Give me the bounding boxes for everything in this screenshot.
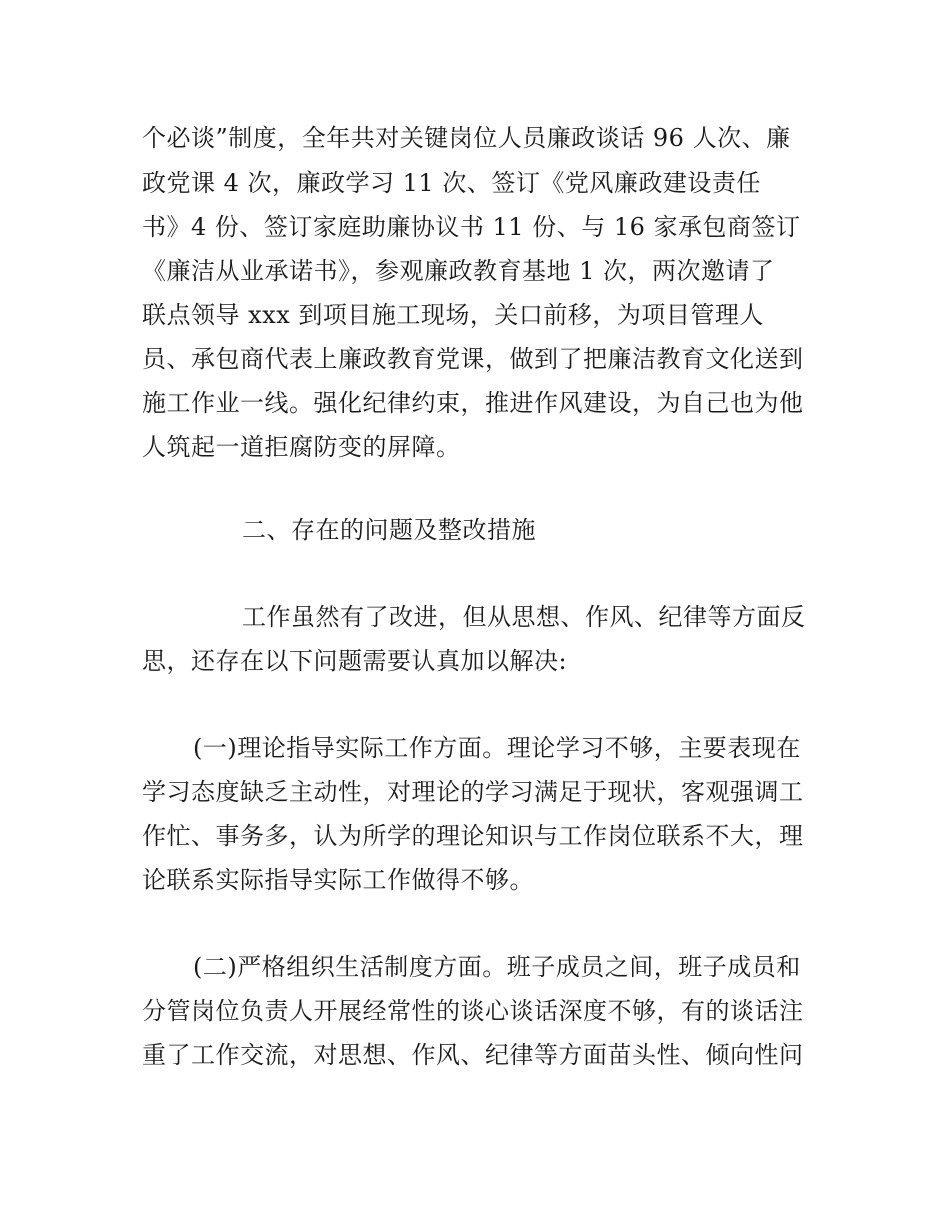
paragraph-1-line-7: 施工作业一线。强化纪律约束，推进作风建设，为自己也为他	[142, 389, 804, 417]
paragraph-3-line-4: 论联系实际指导实际工作做得不够。	[142, 866, 534, 894]
paragraph-1-line-6: 员、承包商代表上廉政教育党课，做到了把廉洁教育文化送到	[142, 345, 804, 373]
paragraph-1-line-8: 人筑起一道拒腐防变的屏障。	[142, 433, 461, 461]
paragraph-3-line-1: (一)理论指导实际工作方面。理论学习不够，主要表现在	[193, 734, 801, 762]
paragraph-1-line-5: 联点领导 xxx 到项目施工现场，关口前移，为项目管理人	[142, 301, 764, 329]
paragraph-3-line-2: 学习态度缺乏主动性，对理论的学习满足于现状，客观强调工	[142, 778, 804, 806]
paragraph-4-line-1: (二)严格组织生活制度方面。班子成员之间，班子成员和	[193, 953, 801, 981]
paragraph-3-line-3: 作忙、事务多，认为所学的理论知识与工作岗位联系不大，理	[142, 822, 804, 850]
paragraph-1-line-4: 《廉洁从业承诺书》，参观廉政教育基地 1 次，两次邀请了	[142, 257, 775, 285]
paragraph-2-line-2: 思，还存在以下问题需要认真加以解决:	[142, 647, 568, 675]
paragraph-1-line-2: 政党课 4 次，廉政学习 11 次、签订《党风廉政建设责任	[142, 169, 761, 197]
paragraph-4-line-2: 分管岗位负责人开展经常性的谈心谈话深度不够，有的谈话注	[142, 997, 804, 1025]
paragraph-4-line-3: 重了工作交流，对思想、作风、纪律等方面苗头性、倾向性问	[142, 1041, 804, 1069]
section-heading: 二、存在的问题及整改措施	[242, 516, 536, 544]
paragraph-1-line-3: 书》4 份、签订家庭助廉协议书 11 份、与 16 家承包商签订	[142, 213, 801, 241]
paragraph-1-line-1: 个必谈”制度，全年共对关键岗位人员廉政谈话 96 人次、廉	[142, 124, 791, 152]
paragraph-2-line-1: 工作虽然有了改进，但从思想、作风、纪律等方面反	[242, 603, 806, 631]
